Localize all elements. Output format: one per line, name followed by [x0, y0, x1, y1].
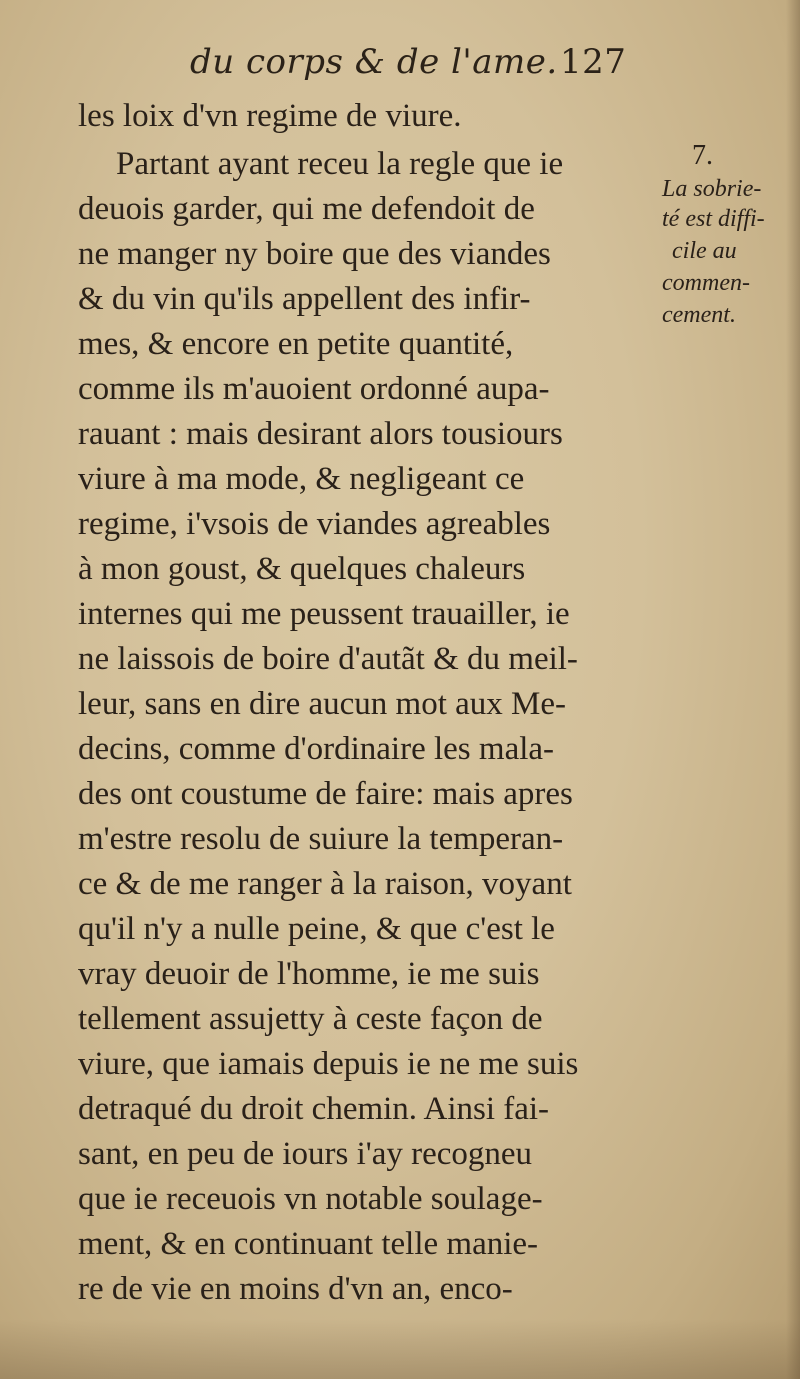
page-bottom-shadow	[0, 1319, 800, 1379]
text-line: Partant ayant receu la regle que ie	[116, 146, 564, 182]
text-line: mes, & encore en petite quantité,	[78, 326, 514, 362]
page-edge-shadow	[786, 0, 800, 1379]
marginal-note-line: La sobrie-	[662, 176, 762, 202]
text-line: deuois garder, qui me defendoit de	[78, 191, 535, 227]
text-line: viure, que iamais depuis ie ne me suis	[78, 1046, 579, 1082]
text-line: vray deuoir de l'homme, ie me suis	[78, 956, 540, 992]
text-line: sant, en peu de iours i'ay recogneu	[78, 1136, 533, 1172]
text-line: regime, i'vsois de viandes agreables	[78, 506, 551, 542]
text-line: tellement assujetty à ceste façon de	[78, 1001, 543, 1037]
text-line: à mon goust, & quelques chaleurs	[78, 551, 526, 587]
text-line: decins, comme d'ordinaire les mala-	[78, 731, 555, 767]
text-line: re de vie en moins d'vn an, enco-	[78, 1271, 513, 1307]
text-line: qu'il n'y a nulle peine, & que c'est le	[78, 911, 555, 947]
marginal-note-line: commen-	[662, 270, 750, 296]
text-line: ment, & en continuant telle manie-	[78, 1226, 539, 1262]
text-line: ne laissois de boire d'autãt & du meil-	[78, 641, 578, 677]
text-line: les loix d'vn regime de viure.	[78, 98, 462, 134]
text-line: que ie receuois vn notable soulage-	[78, 1181, 543, 1217]
text-line: leur, sans en dire aucun mot aux Me-	[78, 686, 567, 722]
marginal-note-line: cement.	[662, 302, 736, 328]
text-line: & du vin qu'ils appellent des infir-	[78, 281, 531, 317]
text-line: m'estre resolu de suiure la temperan-	[78, 821, 564, 857]
text-line: viure à ma mode, & negligeant ce	[78, 461, 525, 497]
marginal-note-number: 7.	[692, 140, 713, 171]
text-line: des ont coustume de faire: mais apres	[78, 776, 573, 812]
marginal-note-line: cile au	[672, 238, 737, 264]
page-number: 127	[560, 42, 627, 82]
text-line: ne manger ny boire que des viandes	[78, 236, 551, 272]
running-head	[190, 42, 670, 92]
text-line: rauant : mais desirant alors tousiours	[78, 416, 563, 452]
text-line: internes qui me peussent trauailler, ie	[78, 596, 570, 632]
marginal-note-line: té est diffi-	[662, 206, 765, 232]
text-line: detraqué du droit chemin. Ainsi fai-	[78, 1091, 550, 1127]
text-line: ce & de me ranger à la raison, voyant	[78, 866, 572, 902]
text-line: comme ils m'auoient ordonné aupa-	[78, 371, 550, 407]
running-head-title: du corps & de l'ame.	[190, 42, 558, 82]
